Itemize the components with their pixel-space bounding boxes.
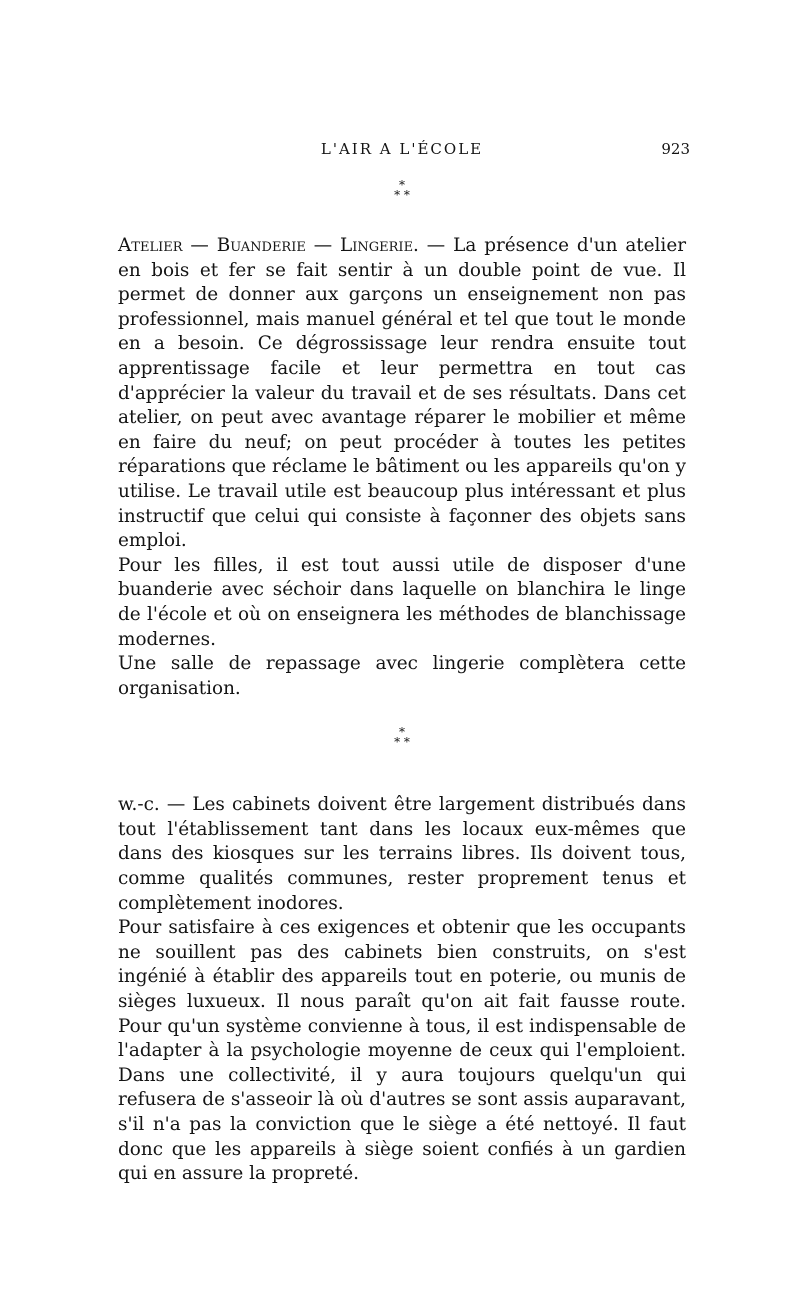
section-heading: w.-c. —	[118, 794, 186, 816]
paragraph-text: Les cabinets doivent être largement distribués dans tout l'établissement tant dans les locaux eux-mêmes que dans des kiosques sur les terrains libres. Ils doivent tous, comme qualités communes, rester proprement tenus et complètement inodores.	[118, 794, 686, 914]
book-page	[118, 140, 690, 1187]
section-atelier	[118, 234, 686, 701]
paragraph	[118, 793, 686, 916]
running-header	[118, 140, 690, 176]
section-wc	[118, 793, 686, 1187]
paragraph: Pour les filles, il est tout aussi utile de disposer d'une buanderie avec séchoir dans laquelle on blanchira le linge de l'école et où on enseignera les méthodes de blanchissage modernes.	[118, 554, 686, 650]
paragraph	[118, 234, 686, 554]
asterism-separator: * * *	[394, 178, 410, 202]
paragraph: Pour satisfaire à ces exigences et obtenir que les occupants ne souillent pas des cabinets bien construits, on s'est ingénié à établir des appareils tout en poterie, ou munis de sièges luxueux. Il nous paraît qu'on ait fait fausse route. Pour qu'un système convienne à tous, il est indispensable de l'adapter à la psychologie moyenne de ceux qui l'emploient. Dans une collectivité, il y aura toujours quelqu'un qui refusera de s'asseoir là où d'autres se sont assis auparavant, s'il n'a pas la conviction que le siège a été nettoyé. Il faut donc que les appareils à siège soient confiés à un gardien qui en assure la propreté.	[118, 917, 686, 1185]
section-heading: Atelier — Buanderie — Lingerie. —	[118, 235, 446, 256]
paragraph: Une salle de repassage avec lingerie complètera cette organisation.	[118, 653, 686, 699]
running-title: L'AIR A L'ÉCOLE	[320, 140, 484, 158]
page-number: 923	[661, 140, 690, 158]
asterism-separator: * * *	[394, 725, 410, 750]
paragraph-text: La présence d'un atelier en bois et fer se fait sentir à un double point de vue. Il permet de donner aux garçons un enseignement non pas professionnel, mais manuel général et tel que tout le monde en a besoin. Ce dégrossissage leur rendra ensuite tout apprentissage facile et leur permettra en tout cas d'apprécier la valeur du travail et de ses résultats. Dans cet atelier, on peut avec avantage réparer le mobilier et même en faire du neuf; on peut procéder à toutes les petites réparations que réclame le bâtiment ou les appareils qu'on y utilise. Le travail utile est beaucoup plus intéressant et plus instructif que celui qui consiste à façonner des objets sans emploi.	[118, 235, 686, 552]
